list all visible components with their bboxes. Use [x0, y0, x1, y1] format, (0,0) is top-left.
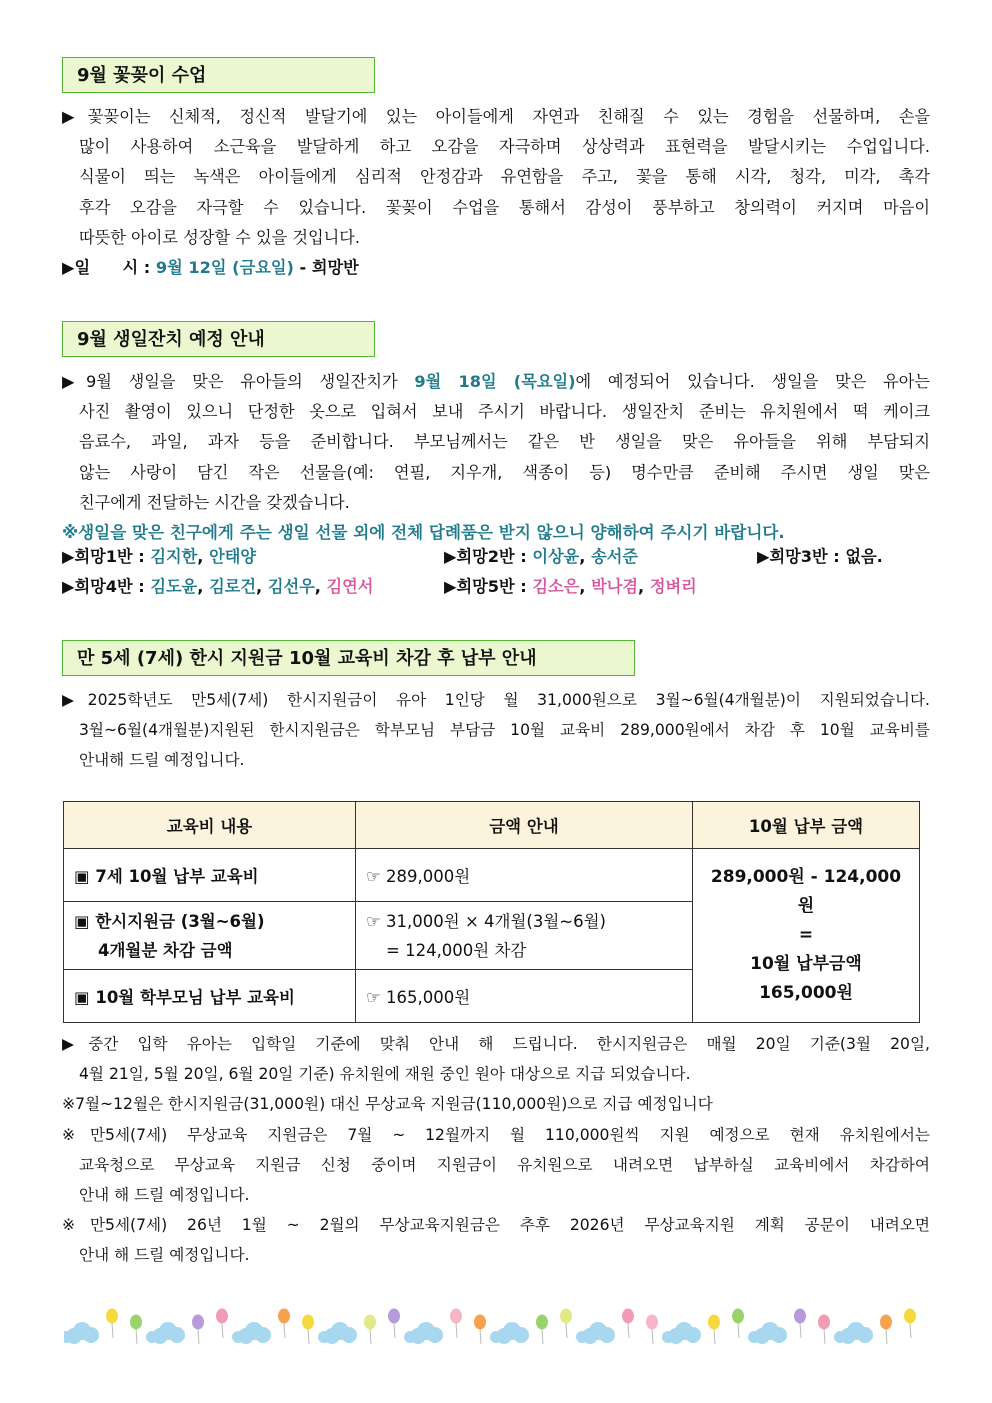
balloon-icon	[364, 1315, 376, 1345]
text-line: ▶9월 생일을 맞은 유아들의 생일잔치가 9월 18일 (목요일)에 예정되어 있습니다. 생일을 맞은 유아는	[62, 372, 930, 391]
table-cell: ▣ 7세 10월 납부 교육비	[64, 849, 356, 902]
balloon-icon	[708, 1315, 720, 1345]
section-heading-birthday: 9월 생일잔치 예정 안내	[62, 321, 375, 357]
balloon-cloud-border	[64, 1304, 934, 1354]
text-line: ※만5세(7세) 무상교육 지원금은 7월 ~ 12월까지 월 110,000원씩 지원 예정으로 현재 유치원에서는	[62, 1125, 930, 1144]
balloon-icon	[794, 1309, 806, 1339]
balloon-icon	[646, 1315, 658, 1345]
subsidy-notes	[62, 1029, 930, 1271]
table-header: 교육비 내용	[64, 802, 356, 849]
balloon-icon	[904, 1309, 916, 1339]
text-line: 안내 해 드릴 예정입니다.	[79, 1186, 250, 1205]
text-line: 사진 촬영이 있으니 단정한 옷으로 입혀서 보내 주시기 바랍니다. 생일잔치 준비는 유치원에서 떡 케이크	[79, 402, 930, 422]
table-row	[64, 849, 920, 902]
text-line: 후각 오감을 자극할 수 있습니다. 꽃꽂이 수업을 통해서 감성이 풍부하고 창의력이 커지며 마음이	[79, 197, 930, 217]
cloud-icon	[748, 1322, 787, 1344]
balloon-icon	[622, 1309, 634, 1339]
balloon-icon	[302, 1315, 314, 1345]
table-cell: ☞ 165,000원	[356, 970, 693, 1023]
text-line: ※만5세(7세) 26년 1월 ~ 2월의 무상교육지원금은 추후 2026년 무상교육지원 계획 공문이 내려오면	[62, 1216, 930, 1235]
result-cell	[693, 849, 920, 1023]
table-header-row	[64, 802, 920, 849]
text-line: 친구에게 전달하는 시간을 갖겠습니다.	[79, 492, 350, 512]
balloon-icon	[388, 1309, 400, 1339]
section-heading-flower-class: 9월 꽃꽂이 수업	[62, 57, 375, 93]
class-3-birthdays: ▶희망3반 : 없음.	[757, 547, 883, 566]
text-line: ▶꽃꽂이는 신체적, 정신적 발달기에 있는 아이들에게 자연과 친해질 수 있는 경험을 선물하며, 손을	[62, 107, 930, 126]
balloon-icon	[732, 1309, 744, 1339]
text-line: 않는 사랑이 담긴 작은 선물을(예: 연필, 지우개, 색종이 등) 명수만큼 준비해 주시면 생일 맞은	[79, 462, 930, 482]
table-cell: ☞ 289,000원	[356, 849, 693, 902]
balloon-icon	[192, 1315, 204, 1345]
class-5-birthdays: ▶희망5반 : 김소은, 박나겸, 정벼리	[444, 577, 697, 596]
birthday-gift-note: ※생일을 맞은 친구에게 주는 생일 선물 외에 전체 답례품은 받지 않으니 양해하여 주시기 바랍니다.	[62, 523, 785, 543]
cloud-icon	[662, 1322, 701, 1344]
text-line: ※7월~12월은 한시지원금(31,000원) 대신 무상교육 지원금(110,000원)으로 지급 예정입니다	[62, 1095, 713, 1114]
cloud-icon	[318, 1322, 357, 1344]
cloud-icon	[146, 1322, 185, 1344]
text-line: ▶중간 입학 유아는 입학일 기준에 맞춰 안내 해 드립니다. 한시지원금은 매월 20일 기준(3월 20일,	[62, 1035, 930, 1053]
cloud-icon	[64, 1322, 99, 1344]
text-line: 안내 해 드릴 예정입니다.	[79, 1246, 250, 1265]
table-header: 금액 안내	[356, 802, 693, 849]
table-cell: ▣ 10월 학부모님 납부 교육비	[64, 970, 356, 1023]
cloud-icon	[232, 1322, 271, 1344]
balloon-icon	[216, 1309, 228, 1339]
text-line: 많이 사용하여 소근육을 발달하게 하고 오감을 자극하며 상상력과 표현력을 발달시키는 수업입니다.	[79, 137, 930, 157]
cloud-icon	[404, 1322, 443, 1344]
subsidy-paragraph	[62, 685, 930, 776]
cloud-icon	[834, 1322, 873, 1344]
table-cell: ☞ 31,000원 × 4개월(3월~6월) = 124,000원 차감	[356, 902, 693, 970]
text-line: 4월 21일, 5월 20일, 6월 20일 기준) 유치원에 재원 중인 원아 대상으로 지급 되었습니다.	[79, 1065, 691, 1084]
text-line: 음료수, 과일, 과자 등을 준비합니다. 부모님께서는 같은 반 생일을 맞은 유아들을 위해 부담되지	[79, 432, 930, 452]
balloon-icon	[818, 1315, 830, 1345]
class-1-birthdays: ▶희망1반 : 김지한, 안태양	[62, 547, 257, 566]
section-heading-subsidy: 만 5세 (7세) 한시 지원금 10월 교육비 차감 후 납부 안내	[62, 640, 635, 676]
result-line: =	[798, 925, 814, 945]
class-2-birthdays: ▶희망2반 : 이상윤, 송서준	[444, 547, 639, 566]
balloon-icon	[106, 1309, 118, 1339]
result-line: 10월 납부금액	[750, 954, 862, 974]
result-line: 165,000원	[759, 983, 853, 1003]
cloud-icon	[490, 1322, 529, 1344]
text-line: 따뜻한 아이로 성장할 수 있을 것입니다.	[79, 227, 361, 247]
table-header: 10월 납부 금액	[693, 802, 920, 849]
flower-class-date: ▶일 시 : 9월 12일 (금요일) - 희망반	[62, 258, 359, 278]
balloon-icon	[560, 1309, 572, 1339]
tuition-table	[63, 801, 920, 1023]
text-line: 안내해 드릴 예정입니다.	[79, 751, 245, 770]
result-line: 289,000원 - 124,000원	[710, 867, 902, 916]
balloon-icon	[130, 1315, 142, 1345]
text-line: 교육청으로 무상교육 지원금 신청 중이며 지원금이 유치원으로 내려오면 납부하실 교육비에서 차감하여	[79, 1155, 930, 1174]
text-line: 3월~6월(4개월분)지원된 한시지원금은 학부모님 부담금 10월 교육비 289,000원에서 차감 후 10월 교육비를	[79, 721, 930, 740]
table-cell: ▣ 한시지원금 (3월~6월) 4개월분 차감 금액	[64, 902, 356, 970]
class-4-birthdays: ▶희망4반 : 김도윤, 김로건, 김선우, 김연서	[62, 577, 374, 596]
birthday-paragraph	[62, 367, 930, 548]
balloon-icon	[278, 1309, 290, 1339]
text-line: 식물이 띄는 녹색은 아이들에게 심리적 안정감과 유연함을 주고, 꽃을 통해 시각, 청각, 미각, 촉각	[79, 167, 930, 187]
flower-class-paragraph	[62, 102, 930, 283]
text-line: ▶2025학년도 만5세(7세) 한시지원금이 유아 1인당 월 31,000원으로 3월~6월(4개월분)이 지원되었습니다.	[62, 691, 930, 709]
balloon-icon	[536, 1315, 548, 1345]
balloon-icon	[880, 1315, 892, 1345]
cloud-icon	[576, 1322, 615, 1344]
balloon-icon	[474, 1315, 486, 1345]
balloon-icon	[450, 1309, 462, 1339]
